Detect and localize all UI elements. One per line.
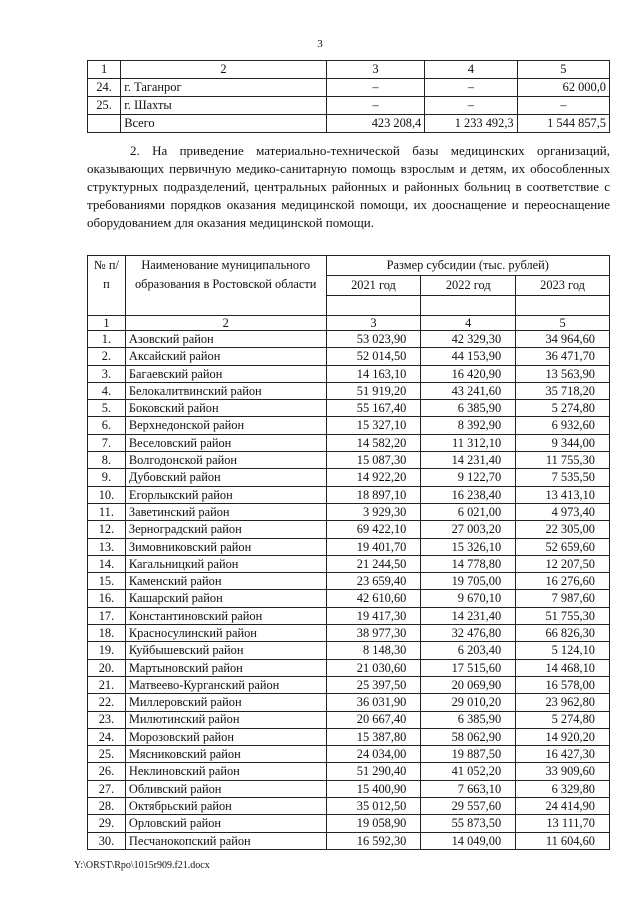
row-number: 12.: [88, 521, 126, 538]
subsidy-2023: 11 755,30: [516, 452, 610, 469]
table-row: [88, 607, 610, 624]
row-number: 2.: [88, 348, 126, 365]
top-table-cell: Всего: [121, 115, 326, 133]
municipality-name: Дубовский район: [125, 469, 326, 486]
table-row: [88, 469, 610, 486]
row-number: 10.: [88, 486, 126, 503]
row-number: 27.: [88, 780, 126, 797]
top-table-cell: 1 233 492,3: [425, 115, 517, 133]
subsidy-2023: 35 718,20: [516, 382, 610, 399]
header-year-2023: 2023 год: [516, 276, 610, 296]
subsidy-2021: 36 031,90: [326, 694, 421, 711]
col-number-5: 5: [516, 316, 610, 331]
header-year-2022: 2022 год: [421, 276, 516, 296]
subsidy-2023: 22 305,00: [516, 521, 610, 538]
top-table-cell: –: [425, 97, 517, 115]
header-municipality: Наименование муниципального образования в Ростовской области: [125, 256, 326, 316]
municipality-name: Кагальницкий район: [125, 555, 326, 572]
row-number: 23.: [88, 711, 126, 728]
municipality-name: Матвеево-Курганский район: [125, 676, 326, 693]
subsidy-2023: 24 414,90: [516, 798, 610, 815]
subsidy-2021: 14 163,10: [326, 365, 421, 382]
table-row: [88, 694, 610, 711]
row-number: 30.: [88, 832, 126, 849]
subsidy-2023: 7 535,50: [516, 469, 610, 486]
subsidy-2023: 51 755,30: [516, 607, 610, 624]
top-table-cell: г. Таганрог: [121, 79, 326, 97]
municipality-name: Белокалитвинский район: [125, 382, 326, 399]
municipality-name: Мартыновский район: [125, 659, 326, 676]
table-row: [88, 434, 610, 451]
top-table-cell: 423 208,4: [326, 115, 425, 133]
subsidy-2021: 52 014,50: [326, 348, 421, 365]
subsidy-2023: 52 659,60: [516, 538, 610, 555]
col-number-3: 3: [326, 316, 421, 331]
table-row: [88, 746, 610, 763]
municipality-name: Красносулинский район: [125, 625, 326, 642]
subsidy-2021: 3 929,30: [326, 503, 421, 520]
row-number: 18.: [88, 625, 126, 642]
subsidy-2022: 16 420,90: [421, 365, 516, 382]
row-number: 13.: [88, 538, 126, 555]
top-table-cell: [88, 115, 121, 133]
subsidy-2023: 5 274,80: [516, 711, 610, 728]
row-number: 29.: [88, 815, 126, 832]
row-number: 17.: [88, 607, 126, 624]
subsidy-2023: 4 973,40: [516, 503, 610, 520]
subsidy-2021: 24 034,00: [326, 746, 421, 763]
subsidy-2022: 19 705,00: [421, 573, 516, 590]
top-table: [87, 60, 610, 133]
municipality-name: Аксайский район: [125, 348, 326, 365]
subsidy-2022: 20 069,90: [421, 676, 516, 693]
subsidy-2021: 55 167,40: [326, 400, 421, 417]
subsidy-2022: 29 010,20: [421, 694, 516, 711]
page-number: 3: [317, 38, 323, 50]
subsidy-2021: 69 422,10: [326, 521, 421, 538]
municipality-name: Зимовниковский район: [125, 538, 326, 555]
table-row: [88, 815, 610, 832]
municipality-name: Верхнедонской район: [125, 417, 326, 434]
header-year-2021: 2021 год: [326, 276, 421, 296]
subsidy-2021: 35 012,50: [326, 798, 421, 815]
subsidy-2021: 15 087,30: [326, 452, 421, 469]
row-number: 26.: [88, 763, 126, 780]
subsidy-2021: 38 977,30: [326, 625, 421, 642]
table-row: [88, 503, 610, 520]
subsidy-2023: 16 427,30: [516, 746, 610, 763]
row-number: 21.: [88, 676, 126, 693]
row-number: 25.: [88, 746, 126, 763]
subsidy-2022: 6 385,90: [421, 711, 516, 728]
table-row: [88, 331, 610, 348]
table-row: [88, 625, 610, 642]
top-table-row: [88, 97, 610, 115]
municipality-name: Зерноградский район: [125, 521, 326, 538]
row-number: 14.: [88, 555, 126, 572]
top-table-cell: 24.: [88, 79, 121, 97]
municipality-name: Азовский район: [125, 331, 326, 348]
top-table-cell: –: [326, 97, 425, 115]
paragraph-item-2: 2. На приведение материально-технической базы медицинских организаций, оказывающих первичную медико-санитарную помощь взрослым и детям, их обособленных структурных подразделений, центральных районных и районных больниц в соответствие с требованиями порядков оказания медицинской помощи, их дооснащение и переоснащение оборудованием для оказания медицинской помощи.: [87, 143, 610, 230]
subsidy-2023: 12 207,50: [516, 555, 610, 572]
subsidy-2021: 14 582,20: [326, 434, 421, 451]
table-row: [88, 521, 610, 538]
row-number: 16.: [88, 590, 126, 607]
municipality-name: Боковский район: [125, 400, 326, 417]
top-table-cell: 3: [326, 61, 425, 79]
municipality-name: Веселовский район: [125, 434, 326, 451]
subsidy-2023: 14 468,10: [516, 659, 610, 676]
subsidy-2022: 42 329,30: [421, 331, 516, 348]
row-number: 22.: [88, 694, 126, 711]
row-number: 4.: [88, 382, 126, 399]
subsidy-2022: 27 003,20: [421, 521, 516, 538]
subsidy-2021: 20 667,40: [326, 711, 421, 728]
municipality-name: Неклиновский район: [125, 763, 326, 780]
top-table-header-row: [88, 61, 610, 79]
subsidy-2022: 8 392,90: [421, 417, 516, 434]
top-table-cell: 2: [121, 61, 326, 79]
subsidy-2022: 7 663,10: [421, 780, 516, 797]
subsidy-2021: 18 897,10: [326, 486, 421, 503]
subsidy-2021: 51 290,40: [326, 763, 421, 780]
subsidy-table: [87, 255, 610, 850]
row-number: 5.: [88, 400, 126, 417]
subsidy-2021: 51 919,20: [326, 382, 421, 399]
col-number-2: 2: [125, 316, 326, 331]
table-row: [88, 538, 610, 555]
subsidy-2022: 9 122,70: [421, 469, 516, 486]
municipality-name: Миллеровский район: [125, 694, 326, 711]
municipality-name: Волгодонской район: [125, 452, 326, 469]
subsidy-2021: 19 058,90: [326, 815, 421, 832]
top-table-row: [88, 115, 610, 133]
subsidy-2023: 11 604,60: [516, 832, 610, 849]
subsidy-2022: 43 241,60: [421, 382, 516, 399]
header-no: № п/п: [88, 256, 126, 316]
file-path-footer: Y:\ORST\Rpo\1015r909.f21.docx: [74, 860, 210, 871]
row-number: 20.: [88, 659, 126, 676]
subsidy-2022: 14 049,00: [421, 832, 516, 849]
municipality-name: Каменский район: [125, 573, 326, 590]
municipality-name: Мясниковский район: [125, 746, 326, 763]
row-number: 9.: [88, 469, 126, 486]
municipality-name: Песчанокопский район: [125, 832, 326, 849]
municipality-name: Заветинский район: [125, 503, 326, 520]
municipality-name: Орловский район: [125, 815, 326, 832]
top-table-cell: –: [517, 97, 609, 115]
subsidy-2023: 13 413,10: [516, 486, 610, 503]
municipality-name: Егорлыкский район: [125, 486, 326, 503]
subsidy-2023: 9 344,00: [516, 434, 610, 451]
subsidy-2022: 11 312,10: [421, 434, 516, 451]
subsidy-2022: 16 238,40: [421, 486, 516, 503]
municipality-name: Милютинский район: [125, 711, 326, 728]
municipality-name: Куйбышевский район: [125, 642, 326, 659]
top-table-cell: 1: [88, 61, 121, 79]
table-row: [88, 365, 610, 382]
subsidy-2023: 16 578,00: [516, 676, 610, 693]
subsidy-2021: 21 244,50: [326, 555, 421, 572]
table-row: [88, 590, 610, 607]
row-number: 11.: [88, 503, 126, 520]
municipality-name: Багаевский район: [125, 365, 326, 382]
top-table-cell: г. Шахты: [121, 97, 326, 115]
table-row: [88, 676, 610, 693]
table-row: [88, 780, 610, 797]
col-number-4: 4: [421, 316, 516, 331]
table-row: [88, 573, 610, 590]
subsidy-2021: 25 397,50: [326, 676, 421, 693]
subsidy-2022: 32 476,80: [421, 625, 516, 642]
subsidy-2022: 15 326,10: [421, 538, 516, 555]
table-row: [88, 452, 610, 469]
subsidy-2023: 16 276,60: [516, 573, 610, 590]
subsidy-2021: 14 922,20: [326, 469, 421, 486]
subsidy-2021: 21 030,60: [326, 659, 421, 676]
subsidy-2021: 8 148,30: [326, 642, 421, 659]
subsidy-2022: 14 231,40: [421, 607, 516, 624]
top-table-cell: –: [425, 79, 517, 97]
subsidy-2023: 23 962,80: [516, 694, 610, 711]
subsidy-2021: 42 610,60: [326, 590, 421, 607]
subsidy-2021: 15 387,80: [326, 728, 421, 745]
table-row: [88, 711, 610, 728]
subsidy-2023: 6 932,60: [516, 417, 610, 434]
subsidy-2021: 15 400,90: [326, 780, 421, 797]
top-table-cell: 4: [425, 61, 517, 79]
municipality-name: Морозовский район: [125, 728, 326, 745]
subsidy-2023: 13 563,90: [516, 365, 610, 382]
subsidy-2021: 19 401,70: [326, 538, 421, 555]
subsidy-2023: 5 274,80: [516, 400, 610, 417]
subsidy-2022: 6 203,40: [421, 642, 516, 659]
subsidy-2021: 53 023,90: [326, 331, 421, 348]
top-table-cell: 62 000,0: [517, 79, 609, 97]
subsidy-2023: 66 826,30: [516, 625, 610, 642]
municipality-name: Кашарский район: [125, 590, 326, 607]
subsidy-2022: 19 887,50: [421, 746, 516, 763]
table-row: [88, 555, 610, 572]
subsidy-2022: 14 231,40: [421, 452, 516, 469]
table-row: [88, 382, 610, 399]
subsidy-2022: 6 021,00: [421, 503, 516, 520]
table-row: [88, 348, 610, 365]
header-subsidy: Размер субсидии (тыс. рублей): [326, 256, 609, 276]
row-number: 15.: [88, 573, 126, 590]
row-number: 24.: [88, 728, 126, 745]
subsidy-2023: 13 111,70: [516, 815, 610, 832]
municipality-name: Обливский район: [125, 780, 326, 797]
subsidy-2023: 33 909,60: [516, 763, 610, 780]
subsidy-2022: 6 385,90: [421, 400, 516, 417]
subsidy-2021: 16 592,30: [326, 832, 421, 849]
municipality-name: Константиновский район: [125, 607, 326, 624]
table-row: [88, 642, 610, 659]
subsidy-2022: 44 153,90: [421, 348, 516, 365]
table-row: [88, 417, 610, 434]
subsidy-2023: 5 124,10: [516, 642, 610, 659]
table-row: [88, 486, 610, 503]
subsidy-2021: 15 327,10: [326, 417, 421, 434]
row-number: 7.: [88, 434, 126, 451]
subsidy-2022: 17 515,60: [421, 659, 516, 676]
row-number: 3.: [88, 365, 126, 382]
subsidy-2022: 14 778,80: [421, 555, 516, 572]
table-row: [88, 832, 610, 849]
table-row: [88, 763, 610, 780]
table-row: [88, 798, 610, 815]
subsidy-2022: 29 557,60: [421, 798, 516, 815]
subsidy-2021: 19 417,30: [326, 607, 421, 624]
top-table-cell: 5: [517, 61, 609, 79]
table-row: [88, 728, 610, 745]
col-number-1: 1: [88, 316, 126, 331]
row-number: 1.: [88, 331, 126, 348]
subsidy-2021: 23 659,40: [326, 573, 421, 590]
row-number: 19.: [88, 642, 126, 659]
table-row: [88, 400, 610, 417]
table-row: [88, 659, 610, 676]
top-table-cell: –: [326, 79, 425, 97]
subsidy-2023: 6 329,80: [516, 780, 610, 797]
subsidy-2023: 7 987,60: [516, 590, 610, 607]
row-number: 28.: [88, 798, 126, 815]
subsidy-2023: 34 964,60: [516, 331, 610, 348]
top-table-cell: 25.: [88, 97, 121, 115]
subsidy-2023: 14 920,20: [516, 728, 610, 745]
top-table-cell: 1 544 857,5: [517, 115, 609, 133]
subsidy-2022: 55 873,50: [421, 815, 516, 832]
municipality-name: Октябрьский район: [125, 798, 326, 815]
subsidy-2022: 41 052,20: [421, 763, 516, 780]
top-table-row: [88, 79, 610, 97]
subsidy-2023: 36 471,70: [516, 348, 610, 365]
subsidy-2022: 58 062,90: [421, 728, 516, 745]
subsidy-2022: 9 670,10: [421, 590, 516, 607]
row-number: 8.: [88, 452, 126, 469]
row-number: 6.: [88, 417, 126, 434]
